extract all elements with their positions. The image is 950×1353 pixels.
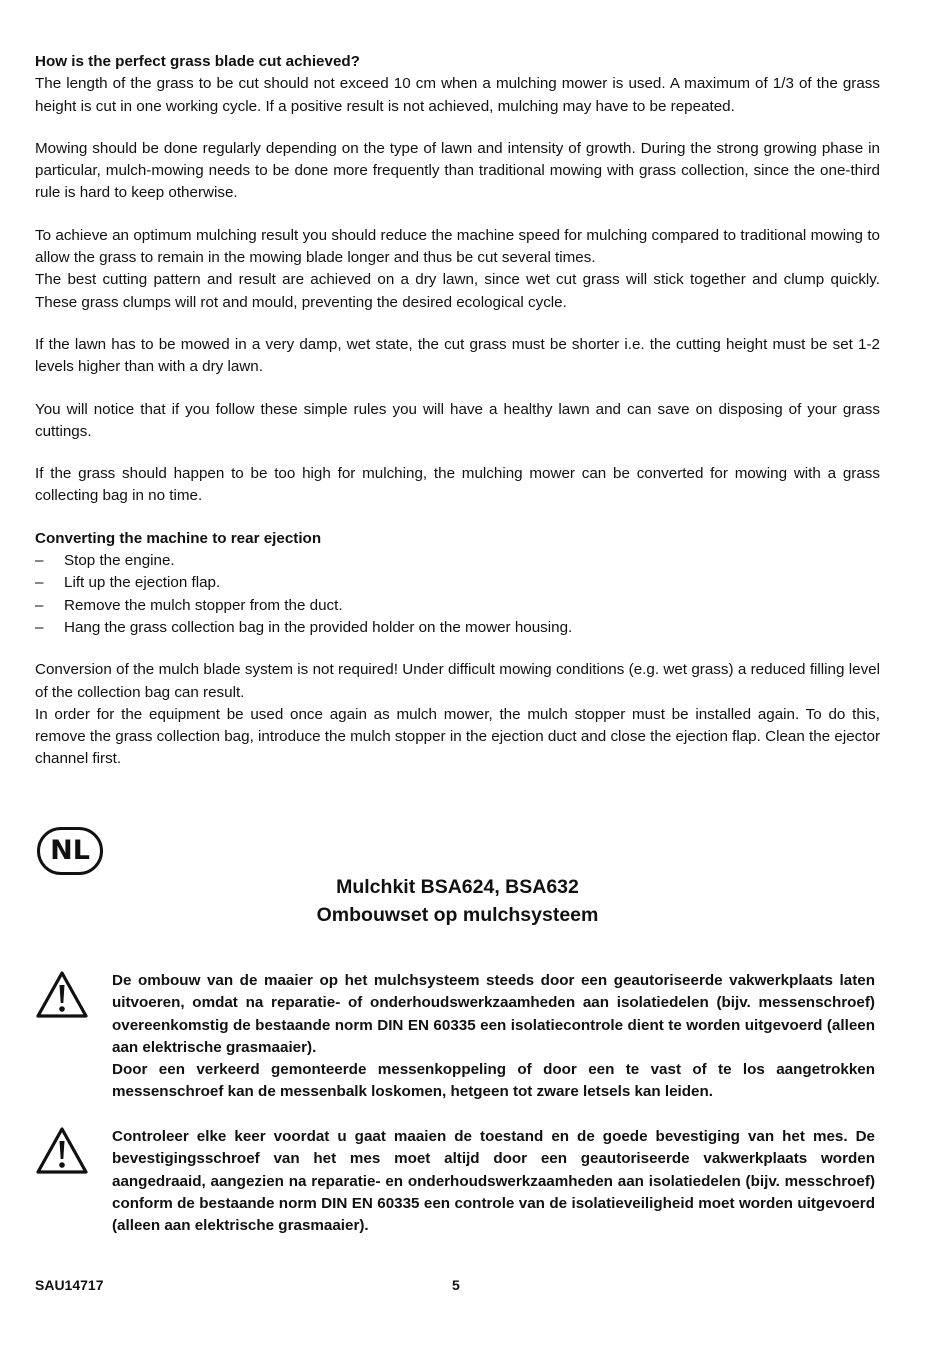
section-heading-rear-ejection: Converting the machine to rear ejection	[35, 529, 322, 547]
language-badge-nl: NL	[37, 827, 103, 875]
paragraph: You will notice that if you follow these simple rules you will have a healthy lawn and can save on disposing of your grass cuttings.	[35, 400, 880, 440]
warning-block-2	[35, 1126, 875, 1237]
paragraph: The length of the grass to be cut should not exceed 10 cm when a mulching mower is used. A maximum of 1/3 of the grass height is cut in one working cycle. If a positive result is not achieved, mulching may have to be repeated.	[35, 75, 880, 115]
paragraph: If the grass should happen to be too high for mulching, the mulching mower can be converted for mowing with a grass collecting bag in no time.	[35, 465, 880, 505]
document-code: SAU14717	[35, 1277, 104, 1293]
warning-triangle-icon	[35, 1126, 89, 1176]
paragraph: If the lawn has to be mowed in a very damp, wet state, the cut grass must be shorter i.e. the cutting height must be set 1-2 levels higher than with a dry lawn.	[35, 335, 880, 376]
page-subtitle: Ombouwset op mulchsysteem	[316, 904, 599, 926]
paragraph: Mowing should be done regularly depending on the type of lawn and intensity of growth. During the strong growing phase in particular, mulch-mowing needs to be done more frequently than traditional mowing with grass collection, since the one-third rule is hard to keep otherwise.	[35, 139, 880, 202]
warning-block-1	[35, 970, 875, 1104]
page-number: 5	[452, 1277, 460, 1293]
list-item: – Lift up the ejection flap.	[35, 574, 221, 592]
paragraph: Conversion of the mulch blade system is not required! Under difficult mowing conditions (e.g. wet grass) a reduced filling level of the collection bag can result.	[35, 661, 880, 701]
warning-triangle-icon	[35, 970, 89, 1020]
list-item: – Stop the engine.	[35, 552, 175, 570]
paragraph: In order for the equipment be used once again as mulch mower, the mulch stopper must be installed again. To do this, remove the grass collection bag, introduce the mulch stopper in the ejection duct and close the ejection flap. Clean the ejector channel first.	[35, 705, 880, 768]
page-title: Mulchkit BSA624, BSA632	[336, 876, 579, 898]
conversion-steps-list	[35, 550, 880, 639]
english-section	[35, 51, 880, 771]
warning-text: Door een verkeerd gemonteerde messenkoppeling of door een te vast of te los aangetrokken messenschroef kan de messenbalk loskomen, hetgeen tot zware letsels kan leiden.	[112, 1061, 875, 1101]
paragraph: The best cutting pattern and result are achieved on a dry lawn, since wet cut grass will stick together and clump quickly. These grass clumps will rot and mould, preventing the desired ecological cycle.	[35, 271, 880, 311]
list-item: – Hang the grass collection bag in the provided holder on the mower housing.	[35, 618, 573, 636]
list-item: – Remove the mulch stopper from the duct.	[35, 596, 343, 614]
section-heading-grass-cut: How is the perfect grass blade cut achieved?	[35, 53, 360, 70]
warning-text: Controleer elke keer voordat u gaat maaien de toestand en de goede bevestiging van het mes. De bevestigingsschroef van het mes moet altijd door een geautoriseerde vakwerkplaats worden aangedraaid, aangezien na reparatie- en onderhoudswerkzaamheden aan isolatiedelen (bijv. messchroef) conform de bestaande norm DIN EN 60335 een controle van de isolatieveiligheid moet worden uitgevoerd (alleen aan elektrische grasmaaier).	[112, 1128, 875, 1235]
warning-text: De ombouw van de maaier op het mulchsysteem steeds door een geautoriseerde vakwerkplaats laten uitvoeren, omdat na reparatie- of onderhoudswerkzaamheden aan isolatiedelen (bijv. messenschroef) overeenkomstig de bestaande norm DIN EN 60335 een isolatiecontrole dient te worden uitgevoerd (alleen aan elektrische grasmaaier).	[112, 972, 875, 1056]
paragraph: To achieve an optimum mulching result you should reduce the machine speed for mulching compared to traditional mowing to allow the grass to remain in the mowing blade longer and thus be cut several times.	[35, 226, 880, 267]
dutch-title-block	[0, 873, 915, 929]
